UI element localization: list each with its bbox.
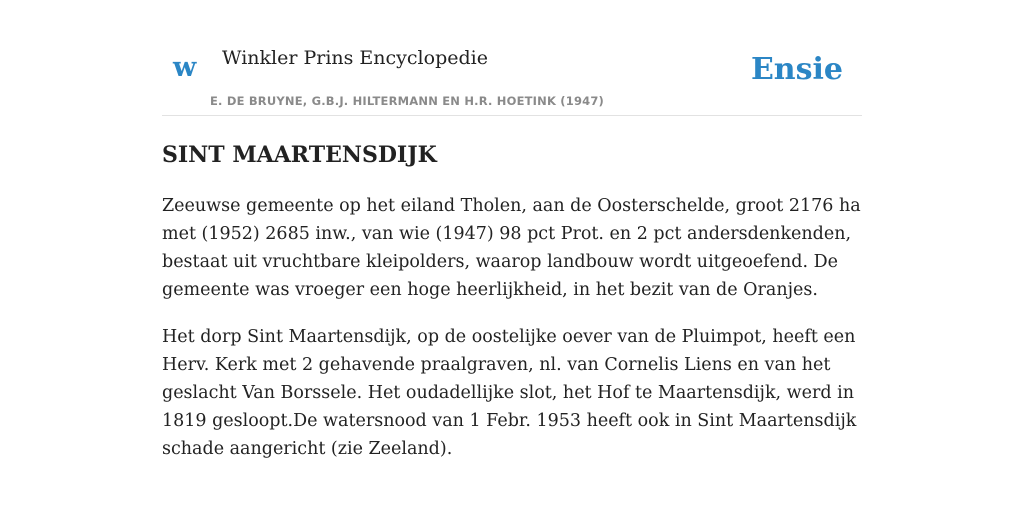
- ensie-logo[interactable]: Ensie: [750, 52, 843, 87]
- winkler-prins-logo[interactable]: w: [173, 52, 197, 83]
- source-authors: E. DE BRUYNE, G.B.J. HILTERMANN EN H.R. HOETINK (1947): [210, 94, 605, 108]
- entry-title: SINT MAARTENSDIJK: [162, 142, 437, 168]
- entry-paragraph: Zeeuwse gemeente op het eiland Tholen, aan de Oosterschelde, groot 2176 ha met (1952) 2685 inw., van wie (1947) 98 pct Prot. en 2 pct andersdenkenden, bestaat uit vruchtbare kleipolders, waarop landbouw wordt uitgeoefend. De gemeente was vroeger een hoge heerlijkheid, in het bezit van de Oranjes.: [162, 196, 861, 300]
- source-header: [162, 0, 862, 116]
- entry-paragraph: Het dorp Sint Maartensdijk, op de oostelijke oever van de Pluimpot, heeft een Herv. Kerk met 2 gehavende praalgraven, nl. van Cornelis Liens en van het geslacht Van Borssele. Het oudadellijke slot, het Hof te Maartensdijk, werd in 1819 gesloopt.De watersnood van 1 Febr. 1953 heeft ook in Sint Maartensdijk schade aangericht (zie Zeeland).: [162, 327, 857, 459]
- source-title[interactable]: Winkler Prins Encyclopedie: [222, 47, 488, 69]
